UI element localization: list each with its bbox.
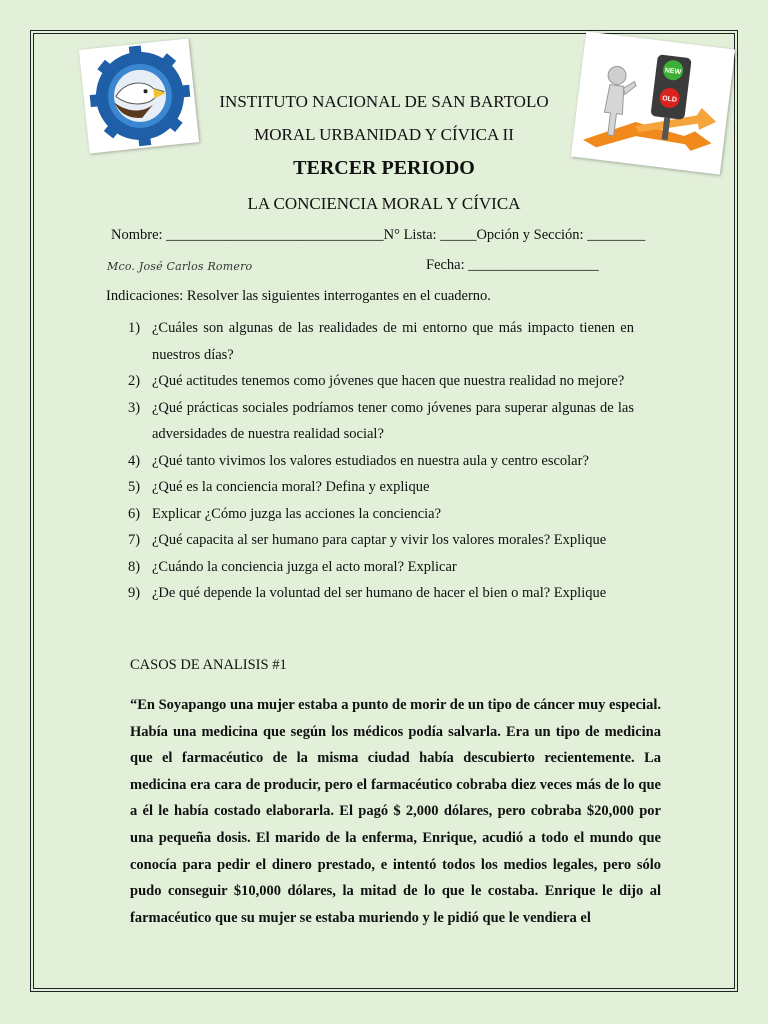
- teacher-signature: Mco. José Carlos Romero: [107, 260, 253, 273]
- course-title: MORAL URBANIDAD Y CÍVICA II: [254, 125, 514, 144]
- institution-title: INSTITUTO NACIONAL DE SAN BARTOLO: [219, 92, 549, 111]
- question-item: 2) ¿Qué actitudes tenemos como jóvenes que hacen que nuestra realidad no mejore?: [128, 373, 625, 389]
- question-item: 8) ¿Cuándo la conciencia juzga el acto moral? Explicar: [128, 558, 457, 575]
- topic-title: LA CONCIENCIA MORAL Y CÍVICA: [247, 194, 521, 213]
- sign-new-text: NEW: [664, 67, 682, 77]
- question-item: 7) ¿Qué capacita al ser humano para captar y vivir los valores morales? Explique: [128, 532, 607, 548]
- question-item: 1) ¿Cuáles son algunas de las realidades de mi entorno que más impacto tienen en nuestros días?: [128, 320, 634, 363]
- name-field-line: Nombre: ______________________________N° Lista: _____Opción y Sección: ________: [111, 227, 646, 243]
- case-title: CASOS DE ANALISIS #1: [130, 657, 287, 673]
- sign-old-text: OLD: [661, 95, 678, 104]
- period-title: TERCER PERIODO: [293, 157, 475, 179]
- question-item: 5) ¿Qué es la conciencia moral? Defina y explique: [128, 479, 430, 495]
- date-field-line: Fecha: __________________: [426, 257, 599, 273]
- question-list: [128, 315, 634, 607]
- question-item: 4) ¿Qué tanto vivimos los valores estudiados en nuestra aula y centro escolar?: [128, 452, 589, 469]
- question-item: 3) ¿Qué prácticas sociales podríamos tener como jóvenes para superar algunas de las adversidades de nuestra realidad social?: [128, 399, 634, 442]
- question-item: 9) ¿De qué depende la voluntad del ser humano de hacer el bien o mal? Explique: [128, 585, 607, 601]
- instructions-text: Indicaciones: Resolver las siguientes interrogantes en el cuaderno.: [106, 288, 491, 304]
- question-item: 6) Explicar ¿Cómo juzga las acciones la conciencia?: [128, 505, 442, 522]
- case-body: “En Soyapango una mujer estaba a punto de morir de un tipo de cáncer muy especial. Había una medicina que según los médicos podía salvarla. Era un tipo de medicina que el farmacéutico de la misma ciudad había descubierto recientemente. La medicina era cara de producir, pero el farmacéutico cobraba diez veces más de lo que a él le había costado elaborarla. El pagó $ 2,000 dólares, pero cobraba $20,000 por una pequeña dosis. El marido de la enferma, Enrique, acudió a todo el mundo que conocía para pedir el dinero prestado, e intentó todos los medios legales, pero sólo pudo conseguir $10,000 dólares, la mitad de lo que le costaba. Enrique le dijo al farmacéutico que su mujer se estaba muriendo y le pidió que le vendiera el: [130, 697, 661, 926]
